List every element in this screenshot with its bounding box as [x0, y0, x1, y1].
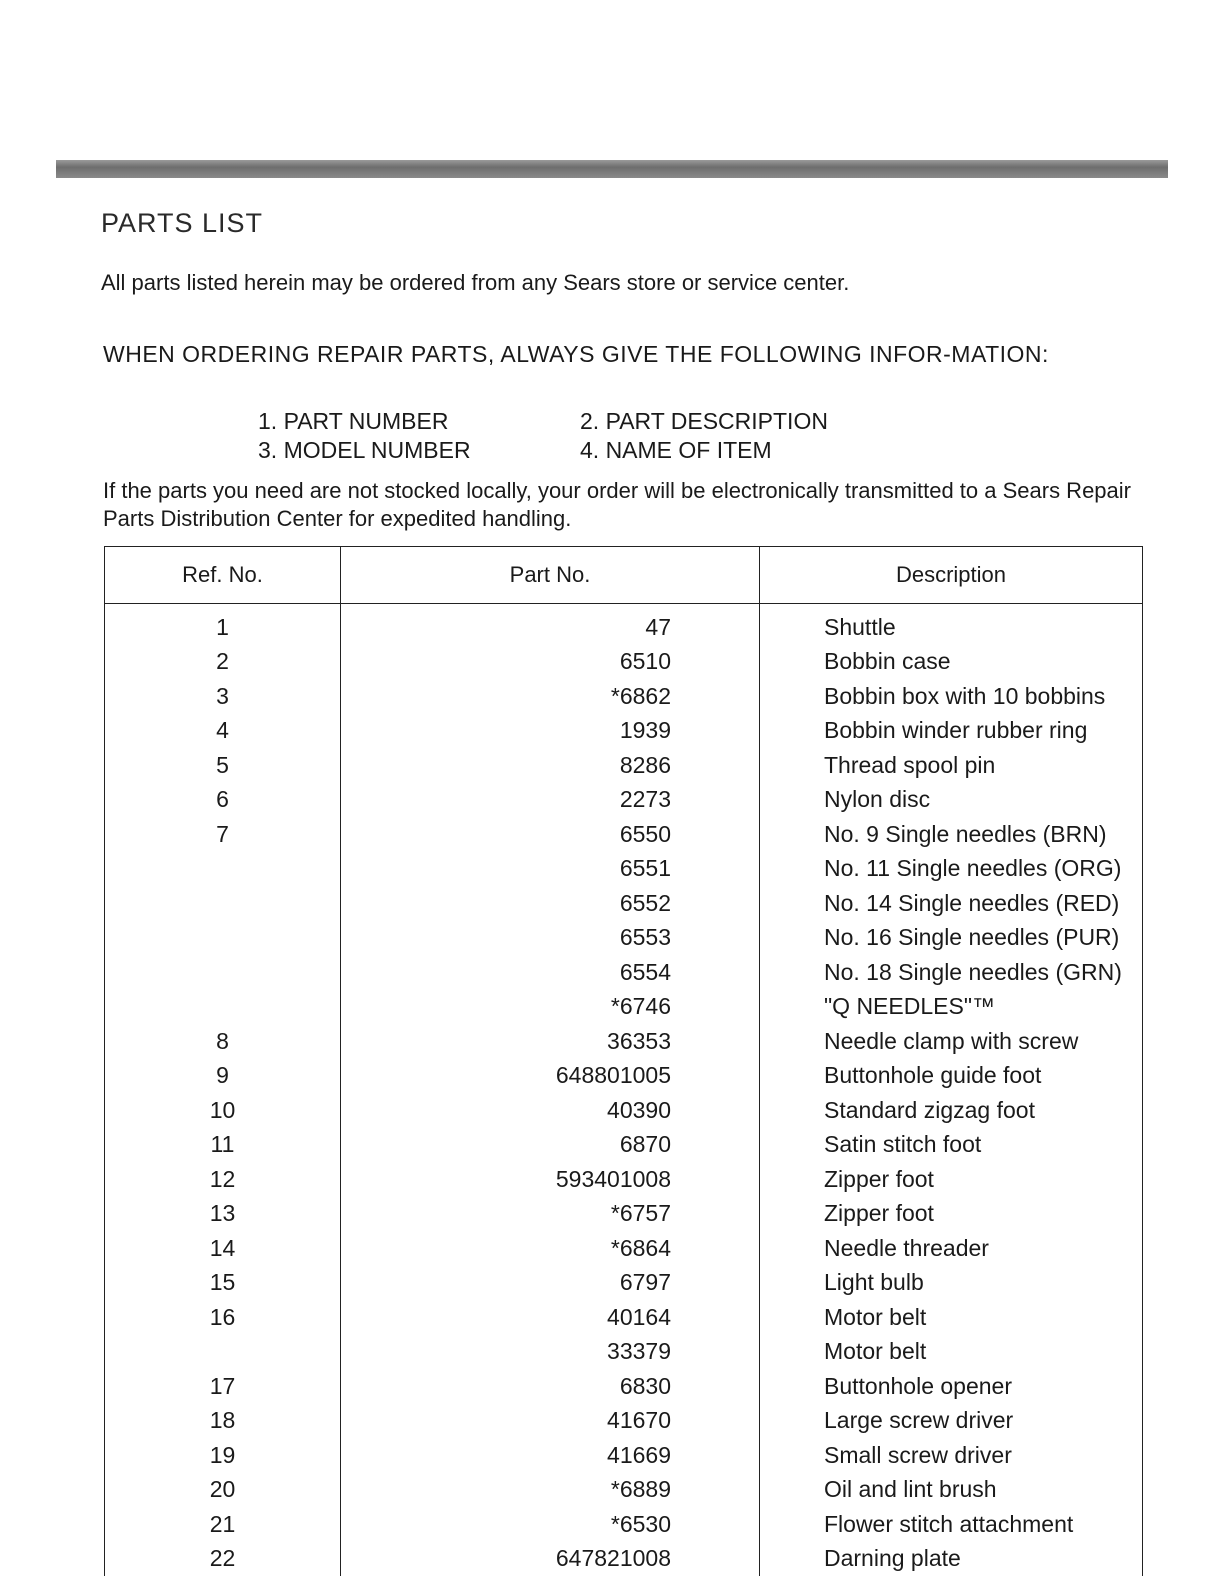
header-rule: [56, 160, 1168, 178]
table-row: [105, 1542, 1143, 1577]
ref-no-cell: 18: [105, 1404, 341, 1439]
ref-no-cell: 8: [105, 1024, 341, 1059]
part-no-cell: 8286: [341, 748, 760, 783]
table-row: [105, 817, 1143, 852]
table-row: [105, 1404, 1143, 1439]
ref-no-cell: 20: [105, 1473, 341, 1508]
part-no-cell: *6889: [341, 1473, 760, 1508]
table-row: [105, 921, 1143, 956]
description-cell: No. 14 Single needles (RED): [760, 886, 1143, 921]
description-cell: Motor belt: [760, 1300, 1143, 1335]
description-cell: Small screw driver: [760, 1438, 1143, 1473]
ref-no-cell: 1: [105, 604, 341, 645]
part-no-cell: 40164: [341, 1300, 760, 1335]
table-row: [105, 1128, 1143, 1163]
table-row: [105, 783, 1143, 818]
ref-no-cell: 22: [105, 1542, 341, 1577]
table-row: [105, 1438, 1143, 1473]
ref-no-cell: 17: [105, 1369, 341, 1404]
part-no-cell: 6510: [341, 645, 760, 680]
ref-no-cell: [105, 1335, 341, 1370]
table-row: [105, 1059, 1143, 1094]
ordering-info-list: [258, 408, 920, 464]
table-row: [105, 1162, 1143, 1197]
description-cell: Needle clamp with screw: [760, 1024, 1143, 1059]
ref-no-cell: 2: [105, 645, 341, 680]
part-no-cell: *6864: [341, 1231, 760, 1266]
ref-no-cell: 13: [105, 1197, 341, 1232]
ref-no-cell: [105, 921, 341, 956]
part-no-cell: 6797: [341, 1266, 760, 1301]
order-item: 4. NAME OF ITEM: [580, 437, 772, 463]
ref-no-cell: 7: [105, 817, 341, 852]
description-cell: Motor belt: [760, 1335, 1143, 1370]
table-row: [105, 604, 1143, 645]
table-row: [105, 1266, 1143, 1301]
table-row: [105, 714, 1143, 749]
description-cell: Bobbin box with 10 bobbins: [760, 679, 1143, 714]
table-row: [105, 1507, 1143, 1542]
description-cell: Light bulb: [760, 1266, 1143, 1301]
table-row: [105, 1024, 1143, 1059]
ref-no-cell: 15: [105, 1266, 341, 1301]
ref-no-cell: [105, 955, 341, 990]
table-row: [105, 748, 1143, 783]
ref-no-cell: 11: [105, 1128, 341, 1163]
part-no-cell: 1939: [341, 714, 760, 749]
ref-no-cell: 21: [105, 1507, 341, 1542]
part-no-cell: 41670: [341, 1404, 760, 1439]
part-no-cell: 6550: [341, 817, 760, 852]
description-cell: Bobbin winder rubber ring: [760, 714, 1143, 749]
table-row: [105, 1093, 1143, 1128]
part-no-cell: 47: [341, 604, 760, 645]
description-cell: "Q NEEDLES"™: [760, 990, 1143, 1025]
part-no-cell: 648801005: [341, 1059, 760, 1094]
ref-no-cell: 19: [105, 1438, 341, 1473]
description-cell: Zipper foot: [760, 1162, 1143, 1197]
part-no-cell: *6746: [341, 990, 760, 1025]
part-no-cell: *6530: [341, 1507, 760, 1542]
table-row: [105, 1335, 1143, 1370]
part-no-cell: 6552: [341, 886, 760, 921]
table-row: [105, 990, 1143, 1025]
description-cell: Nylon disc: [760, 783, 1143, 818]
part-no-cell: 6554: [341, 955, 760, 990]
header-description: Description: [760, 547, 1143, 604]
part-no-cell: 593401008: [341, 1162, 760, 1197]
ref-no-cell: 12: [105, 1162, 341, 1197]
table-row: [105, 1300, 1143, 1335]
ref-no-cell: 14: [105, 1231, 341, 1266]
part-no-cell: 2273: [341, 783, 760, 818]
table-row: [105, 679, 1143, 714]
description-cell: Shuttle: [760, 604, 1143, 645]
parts-table: [104, 546, 1143, 1576]
part-no-cell: 6551: [341, 852, 760, 887]
header-part-no: Part No.: [341, 547, 760, 604]
part-no-cell: *6757: [341, 1197, 760, 1232]
ordering-instruction: WHEN ORDERING REPAIR PARTS, ALWAYS GIVE THE FOLLOWING INFOR-MATION:: [103, 341, 1049, 367]
table-row: [105, 1473, 1143, 1508]
description-cell: Zipper foot: [760, 1197, 1143, 1232]
table-header-row: [105, 547, 1143, 604]
header-ref-no: Ref. No.: [105, 547, 341, 604]
table-row: [105, 1369, 1143, 1404]
part-no-cell: 647821008: [341, 1542, 760, 1577]
table-row: [105, 645, 1143, 680]
description-cell: Oil and lint brush: [760, 1473, 1143, 1508]
part-no-cell: 36353: [341, 1024, 760, 1059]
ref-no-cell: 6: [105, 783, 341, 818]
description-cell: No. 16 Single needles (PUR): [760, 921, 1143, 956]
description-cell: Large screw driver: [760, 1404, 1143, 1439]
ref-no-cell: 9: [105, 1059, 341, 1094]
part-no-cell: *6862: [341, 679, 760, 714]
intro-text: All parts listed herein may be ordered from any Sears store or service center.: [101, 270, 850, 295]
ref-no-cell: 3: [105, 679, 341, 714]
part-no-cell: 40390: [341, 1093, 760, 1128]
description-cell: Bobbin case: [760, 645, 1143, 680]
ref-no-cell: [105, 852, 341, 887]
ref-no-cell: [105, 886, 341, 921]
table-row: [105, 955, 1143, 990]
ref-no-cell: 5: [105, 748, 341, 783]
table-body: [105, 604, 1143, 1577]
ref-no-cell: [105, 990, 341, 1025]
table-row: [105, 1231, 1143, 1266]
order-item: 3. MODEL NUMBER: [258, 437, 471, 463]
table-row: [105, 1197, 1143, 1232]
description-cell: Standard zigzag foot: [760, 1093, 1143, 1128]
part-no-cell: 6870: [341, 1128, 760, 1163]
description-cell: Satin stitch foot: [760, 1128, 1143, 1163]
description-cell: No. 9 Single needles (BRN): [760, 817, 1143, 852]
ref-no-cell: 4: [105, 714, 341, 749]
order-item: 2. PART DESCRIPTION: [580, 408, 828, 434]
part-no-cell: 6553: [341, 921, 760, 956]
description-cell: No. 18 Single needles (GRN): [760, 955, 1143, 990]
description-cell: Thread spool pin: [760, 748, 1143, 783]
description-cell: Darning plate: [760, 1542, 1143, 1577]
ref-no-cell: 16: [105, 1300, 341, 1335]
description-cell: Buttonhole guide foot: [760, 1059, 1143, 1094]
ref-no-cell: 10: [105, 1093, 341, 1128]
order-item: 1. PART NUMBER: [258, 408, 449, 434]
table-row: [105, 852, 1143, 887]
part-no-cell: 33379: [341, 1335, 760, 1370]
description-cell: Flower stitch attachment: [760, 1507, 1143, 1542]
description-cell: Buttonhole opener: [760, 1369, 1143, 1404]
part-no-cell: 41669: [341, 1438, 760, 1473]
description-cell: No. 11 Single needles (ORG): [760, 852, 1143, 887]
part-no-cell: 6830: [341, 1369, 760, 1404]
distribution-note: If the parts you need are not stocked locally, your order will be electronically transmitted to a Sears Repair Parts Distribution Center for expedited handling.: [103, 478, 1131, 531]
description-cell: Needle threader: [760, 1231, 1143, 1266]
table-row: [105, 886, 1143, 921]
page-title: PARTS LIST: [101, 208, 264, 238]
